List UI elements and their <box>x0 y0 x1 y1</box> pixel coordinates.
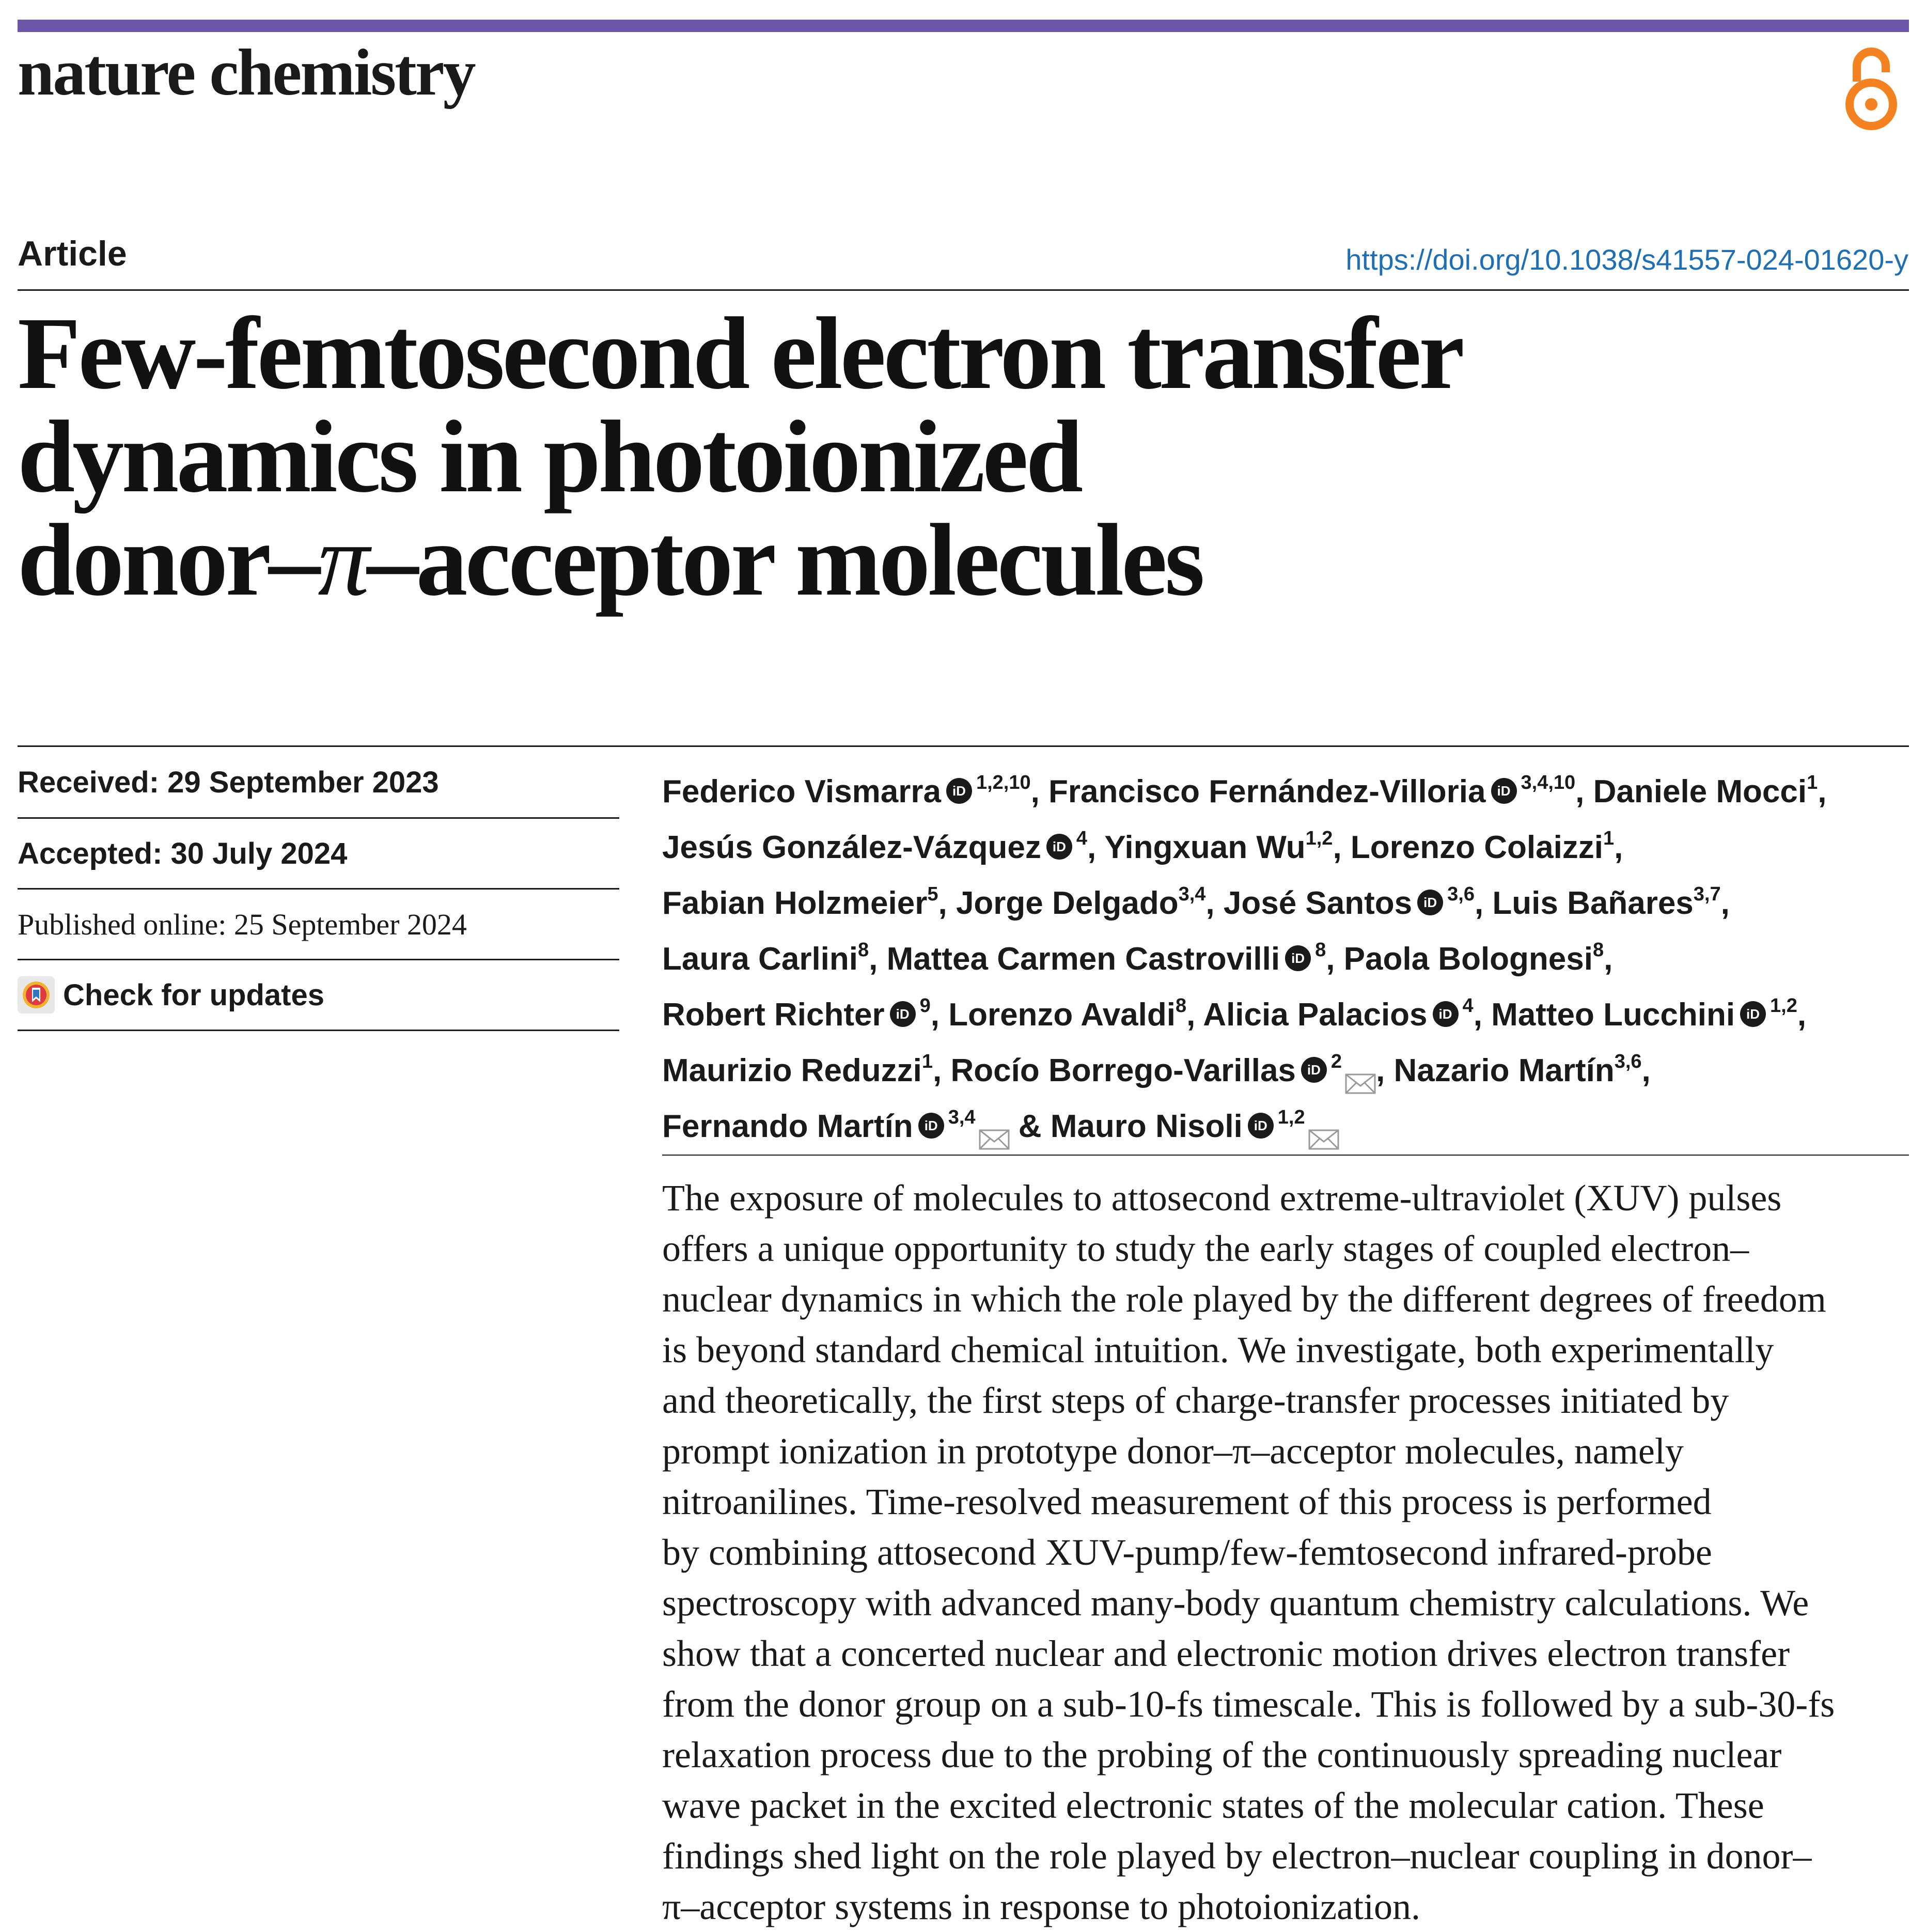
abstract-line: offers a unique opportunity to study the early stages of coupled electron– <box>662 1228 1749 1269</box>
open-access-icon[interactable] <box>1841 45 1901 133</box>
author-name[interactable]: Maurizio Reduzzi <box>662 1053 922 1088</box>
author-separator: , <box>1376 1053 1394 1088</box>
received-date: Received: 29 September 2023 <box>18 747 619 819</box>
author-list <box>662 759 1912 1150</box>
title-line-1: Few-femtosecond electron transfer <box>18 297 1462 411</box>
author-name[interactable]: Jorge Delgado <box>956 885 1179 921</box>
affiliation-superscript: 1,2 <box>1277 1107 1305 1128</box>
doi-link[interactable]: https://doi.org/10.1038/s41557-024-01620-y <box>1345 243 1908 276</box>
author-separator: , <box>1474 885 1493 921</box>
abstract-line: show that a concerted nuclear and electronic motion drives electron transfer <box>662 1633 1790 1674</box>
affiliation-superscript: 1 <box>921 1051 933 1072</box>
author-separator: , <box>1087 830 1105 865</box>
title-line-2: dynamics in photoionized <box>18 400 1081 514</box>
author-name[interactable]: Yingxuan Wu <box>1104 830 1306 865</box>
author-name[interactable]: Laura Carlini <box>662 941 858 977</box>
author-separator: , <box>933 1053 951 1088</box>
author-separator: , <box>1797 997 1807 1033</box>
affiliation-superscript: 1 <box>1603 828 1615 849</box>
author-separator: , <box>1641 1053 1651 1088</box>
abstract-line: nitroanilines. Time-resolved measurement of this process is performed <box>662 1481 1712 1522</box>
author-separator: , <box>1030 774 1049 809</box>
orcid-icon[interactable]: iD <box>1046 834 1072 860</box>
orcid-icon[interactable]: iD <box>1740 1001 1766 1027</box>
orcid-icon[interactable]: iD <box>1285 945 1311 971</box>
author-name[interactable]: José Santos <box>1223 885 1413 921</box>
affiliation-superscript: 8 <box>858 939 869 961</box>
author-name[interactable]: Daniele Mocci <box>1593 774 1807 809</box>
author-name[interactable]: Lorenzo Colaizzi <box>1350 830 1604 865</box>
title-line-3: donor–π–acceptor molecules <box>18 503 1202 617</box>
affiliation-superscript: 1,2 <box>1305 828 1333 849</box>
affiliation-superscript: 9 <box>919 995 931 1017</box>
email-icon[interactable] <box>1345 1061 1376 1081</box>
author-separator: , <box>1333 830 1351 865</box>
journal-accent-bar <box>18 20 1909 32</box>
email-icon[interactable] <box>979 1116 1010 1137</box>
author-name[interactable]: Fabian Holzmeier <box>662 885 928 921</box>
author-separator: , <box>1473 997 1492 1033</box>
affiliation-superscript: 3,4 <box>948 1107 976 1128</box>
affiliation-superscript: 8 <box>1176 995 1187 1017</box>
abstract-line: findings shed light on the role played by electron–nuclear coupling in donor– <box>662 1835 1812 1877</box>
author-separator: , <box>930 997 949 1033</box>
publication-history <box>18 747 619 1031</box>
check-for-updates-button[interactable]: Check for updates <box>18 960 619 1031</box>
orcid-icon[interactable]: iD <box>1417 890 1443 915</box>
affiliation-superscript: 4 <box>1076 828 1088 849</box>
author-separator: , <box>1614 830 1623 865</box>
author-separator: , <box>938 885 956 921</box>
abstract-line: π–acceptor systems in response to photoionization. <box>662 1886 1421 1927</box>
author-name[interactable]: Mattea Carmen Castrovilli <box>886 941 1280 977</box>
author-line <box>662 983 1912 1038</box>
header-divider <box>18 289 1909 291</box>
affiliation-superscript: 4 <box>1462 995 1474 1017</box>
abstract <box>662 1173 1917 1932</box>
email-icon[interactable] <box>1308 1116 1339 1137</box>
affiliation-superscript: 1,2 <box>1770 995 1797 1017</box>
orcid-icon[interactable]: iD <box>1491 778 1517 804</box>
article-title <box>18 297 1774 617</box>
author-name[interactable]: Mauro Nisoli <box>1050 1109 1243 1144</box>
published-date: Published online: 25 September 2024 <box>18 890 619 960</box>
abstract-line: relaxation process due to the probing of the continuously spreading nuclear <box>662 1734 1782 1775</box>
author-separator: , <box>1326 941 1344 977</box>
journal-logo[interactable]: nature chemistry <box>18 36 475 109</box>
accepted-date: Accepted: 30 July 2024 <box>18 819 619 890</box>
orcid-icon[interactable]: iD <box>918 1113 944 1139</box>
abstract-line: nuclear dynamics in which the role played by the different degrees of freedom <box>662 1279 1826 1320</box>
abstract-line: spectroscopy with advanced many-body quantum chemistry calculations. We <box>662 1582 1809 1624</box>
author-name[interactable]: Alicia Palacios <box>1203 997 1428 1033</box>
affiliation-superscript: 3,4,10 <box>1521 772 1576 793</box>
author-name[interactable]: Nazario Martín <box>1393 1053 1615 1088</box>
orcid-icon[interactable]: iD <box>1433 1001 1459 1027</box>
abstract-line: from the donor group on a sub-10-fs timescale. This is followed by a sub-30-fs <box>662 1684 1835 1725</box>
affiliation-superscript: 2 <box>1330 1051 1342 1072</box>
abstract-line: wave packet in the excited electronic states of the molecular cation. These <box>662 1785 1764 1826</box>
abstract-line: prompt ionization in prototype donor–π–acceptor molecules, namely <box>662 1430 1684 1472</box>
abstract-line: is beyond standard chemical intuition. We investigate, both experimentally <box>662 1329 1774 1370</box>
author-name[interactable]: Matteo Lucchini <box>1491 997 1735 1033</box>
check-updates-icon <box>18 976 55 1014</box>
orcid-icon[interactable]: iD <box>1301 1057 1327 1083</box>
affiliation-superscript: 1 <box>1807 772 1818 793</box>
affiliation-superscript: 3,4 <box>1178 883 1206 905</box>
author-separator: , <box>869 941 887 977</box>
author-name[interactable]: Francisco Fernández-Villoria <box>1048 774 1486 809</box>
author-name[interactable]: Rocío Borrego-Varillas <box>950 1053 1296 1088</box>
abstract-line: The exposure of molecules to attosecond extreme-ultraviolet (XUV) pulses <box>662 1177 1782 1219</box>
author-name[interactable]: Luis Bañares <box>1492 885 1694 921</box>
affiliation-superscript: 3,6 <box>1447 883 1475 905</box>
author-name[interactable]: Lorenzo Avaldi <box>948 997 1176 1033</box>
author-line <box>662 871 1912 927</box>
author-line <box>662 927 1912 983</box>
author-name[interactable]: Jesús González-Vázquez <box>662 830 1041 865</box>
abstract-line: and theoretically, the first steps of charge-transfer processes initiated by <box>662 1380 1729 1421</box>
author-line <box>662 1038 1912 1094</box>
affiliation-superscript: 8 <box>1315 939 1326 961</box>
article-type-label: Article <box>18 234 127 273</box>
author-line <box>662 759 1912 815</box>
affiliation-superscript: 5 <box>927 883 938 905</box>
author-separator: & <box>1009 1109 1051 1144</box>
author-separator: , <box>1818 774 1827 809</box>
author-line <box>662 1094 1912 1150</box>
orcid-icon[interactable]: iD <box>1248 1113 1274 1139</box>
author-separator: , <box>1186 997 1203 1033</box>
author-separator: , <box>1575 774 1593 809</box>
author-name[interactable]: Paola Bolognesi <box>1343 941 1593 977</box>
abstract-line: by combining attosecond XUV-pump/few-femtosecond infrared-probe <box>662 1532 1712 1573</box>
affiliation-superscript: 1,2,10 <box>976 772 1031 793</box>
orcid-icon[interactable]: iD <box>946 778 972 804</box>
affiliation-superscript: 3,7 <box>1693 883 1721 905</box>
author-name[interactable]: Robert Richter <box>662 997 885 1033</box>
author-name[interactable]: Fernando Martín <box>662 1109 913 1144</box>
author-name[interactable]: Federico Vismarra <box>662 774 941 809</box>
affiliation-superscript: 3,6 <box>1614 1051 1642 1072</box>
author-line <box>662 815 1912 871</box>
author-separator: , <box>1720 885 1730 921</box>
author-separator: , <box>1205 885 1224 921</box>
abstract-divider <box>662 1155 1909 1156</box>
affiliation-superscript: 8 <box>1592 939 1604 961</box>
author-separator: , <box>1604 941 1613 977</box>
orcid-icon[interactable]: iD <box>890 1001 916 1027</box>
